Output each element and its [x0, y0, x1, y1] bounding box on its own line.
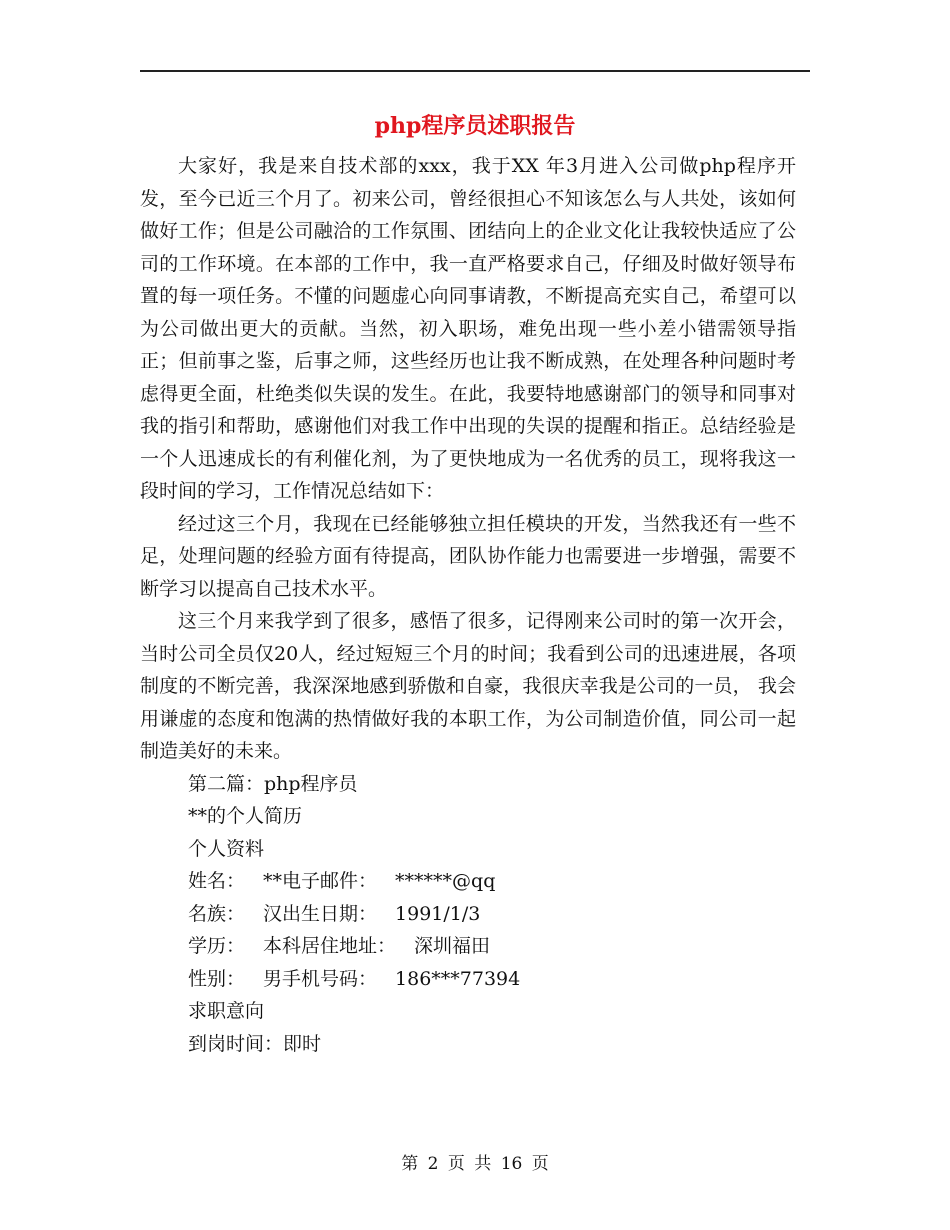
info-label: 性别：: [188, 967, 246, 990]
intent-heading: 求职意向: [188, 1000, 265, 1022]
info-label: 名族：: [188, 902, 246, 925]
personal-info-heading: 个人资料: [188, 837, 265, 860]
info-value-secondary: 深圳福田: [414, 935, 491, 957]
section-heading: 第二篇：php程序员: [188, 772, 358, 795]
info-value: 男手机号码：: [263, 967, 378, 990]
paragraph-1: 大家好，我是来自技术部的xxx，我于XX 年3月进入公司做php程序开发，至今已近三个月了。初来公司，曾经很担心不知该怎么与人共处，该如何做好工作；但是公司融洽的工作氛围、团结向上的企业文化让我较快适应了公司的工作环境。在本部的工作中，我一直严格要求自己，仔细及时做好领导布置的每一项任务。不懂的问题虚心向同事请教，不断提高充实自己，希望可以为公司做出更大的贡献。当然，初入职场，难免出现一些小差小错需领导指正；但前事之鉴，后事之师，这些经历也让我不断成熟，在处理各种问题时考虑得更全面，杜绝类似失误的发生。在此，我要特地感谢部门的领导和同事对我的指引和帮助，感谢他们对我工作中出现的失误的提醒和指正。总结经验是一个人迅速成长的有利催化剂，为了更快地成为一名优秀的员工，现将我这一段时间的学习，工作情况总结如下：: [140, 155, 796, 502]
info-value: 本科居住地址：: [263, 935, 397, 957]
arrival-time: 到岗时间：即时: [188, 1032, 322, 1055]
document-body: [140, 150, 796, 1060]
document-title: php程序员述职报告: [374, 113, 576, 139]
info-value-secondary: 1991/1/3: [395, 902, 481, 925]
info-value-secondary: 186***77394: [395, 967, 521, 990]
info-row: [140, 963, 796, 996]
info-row: [140, 930, 796, 963]
header-rule: [140, 70, 810, 72]
paragraph-2: 经过这三个月，我现在已经能够独立担任模块的开发，当然我还有一些不足，处理问题的经验方面有待提高，团队协作能力也需要进一步增强，需要不断学习以提高自己技术水平。: [140, 512, 796, 600]
info-row: [140, 865, 796, 898]
info-label: 学历：: [188, 935, 246, 957]
info-row: [140, 898, 796, 931]
info-value: **电子邮件：: [263, 870, 378, 892]
page-number-footer: 第 2 页 共 16 页: [401, 1154, 549, 1174]
info-label: 姓名：: [188, 870, 246, 892]
resume-title: **的个人简历: [188, 805, 303, 827]
info-value-secondary: ******@qq: [395, 870, 496, 892]
info-value: 汉出生日期：: [263, 902, 378, 925]
paragraph-3: 这三个月来我学到了很多，感悟了很多，记得刚来公司时的第一次开会，当时公司全员仅20人，经过短短三个月的时间；我看到公司的迅速进展，各项制度的不断完善，我深深地感到骄傲和自豪，我很庆幸我是公司的一员， 我会用谦虚的态度和饱满的热情做好我的本职工作，为公司制造价值，同公司一起制造美好的未来。: [140, 610, 796, 762]
